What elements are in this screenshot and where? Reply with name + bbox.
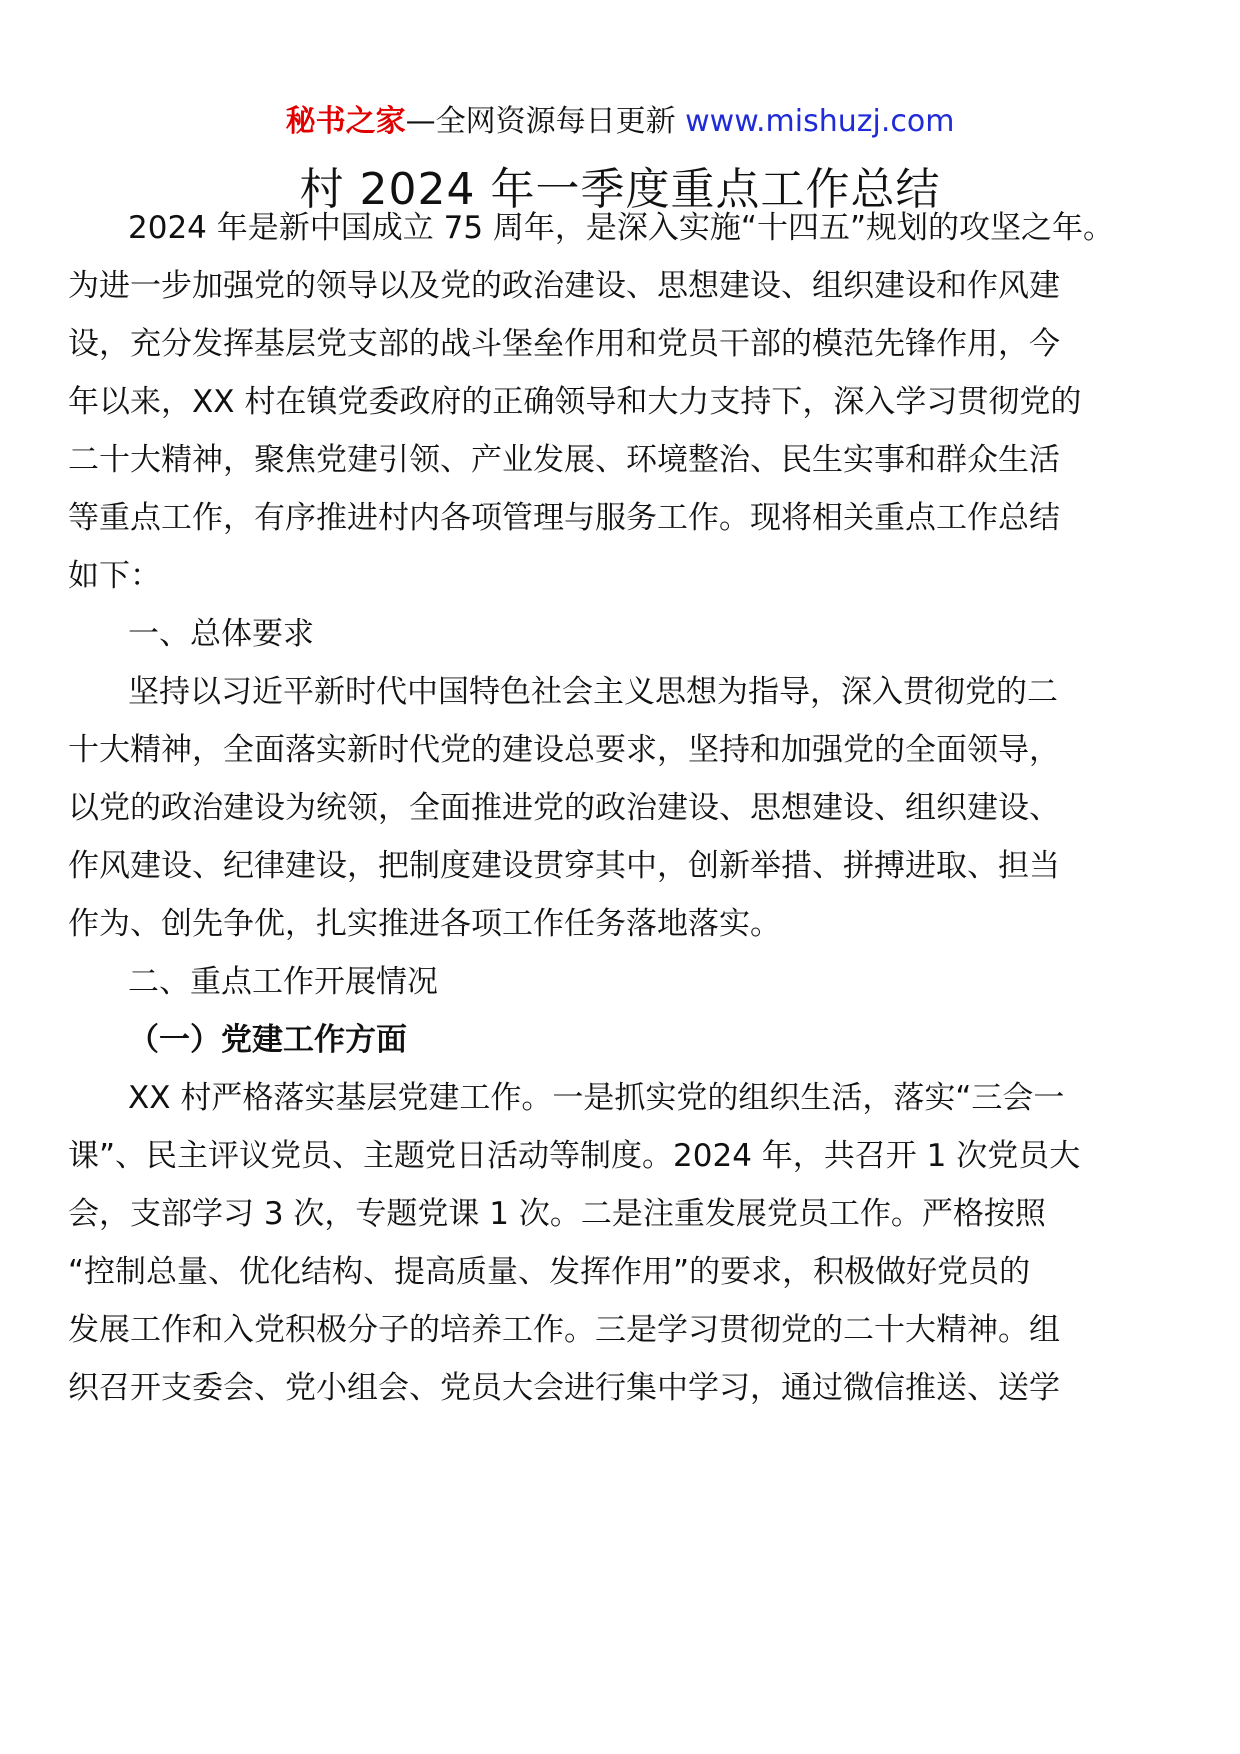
paragraph-line: XX 村严格落实基层党建工作。一是抓实党的组织生活，落实“三会一 xyxy=(128,1080,1065,1116)
site-url-link[interactable]: www.mishuzj.com xyxy=(685,104,955,139)
paragraph-line: 发展工作和入党积极分子的培养工作。三是学习贯彻党的二十大精神。组 xyxy=(68,1312,1060,1348)
paragraph-line: 课”、民主评议党员、主题党日活动等制度。2024 年，共召开 1 次党员大 xyxy=(68,1138,1081,1174)
paragraph-line: 为进一步加强党的领导以及党的政治建设、思想建设、组织建设和作风建 xyxy=(68,268,1060,304)
header-slogan: —全网资源每日更新 xyxy=(405,104,686,139)
section-heading: 一、总体要求 xyxy=(128,616,314,652)
paragraph-line: 如下： xyxy=(68,558,161,594)
paragraph-line: 2024 年是新中国成立 75 周年，是深入实施“十四五”规划的攻坚之年。 xyxy=(128,210,1115,246)
brand-name: 秘书之家 xyxy=(285,104,406,139)
paragraph-line: 作为、创先争优，扎实推进各项工作任务落地落实。 xyxy=(68,906,781,942)
paragraph-line: 设，充分发挥基层党支部的战斗堡垒作用和党员干部的模范先锋作用，今 xyxy=(68,326,1060,362)
paragraph-line: 作风建设、纪律建设，把制度建设贯穿其中，创新举措、拼搏进取、担当 xyxy=(68,848,1060,884)
paragraph-line: 二十大精神，聚焦党建引领、产业发展、环境整治、民生实事和群众生活 xyxy=(68,442,1060,478)
paragraph-line: 十大精神，全面落实新时代党的建设总要求，坚持和加强党的全面领导， xyxy=(68,732,1060,768)
paragraph-line: 等重点工作，有序推进村内各项管理与服务工作。现将相关重点工作总结 xyxy=(68,500,1060,536)
site-header xyxy=(0,102,1240,142)
paragraph-line: 年以来，XX 村在镇党委政府的正确领导和大力支持下，深入学习贯彻党的 xyxy=(68,384,1082,420)
paragraph-line: “控制总量、优化结构、提高质量、发挥作用”的要求，积极做好党员的 xyxy=(68,1254,1031,1290)
section-heading: 二、重点工作开展情况 xyxy=(128,964,438,1000)
paragraph-line: 以党的政治建设为统领，全面推进党的政治建设、思想建设、组织建设、 xyxy=(68,790,1060,826)
paragraph-line: 坚持以习近平新时代中国特色社会主义思想为指导，深入贯彻党的二 xyxy=(128,674,1058,710)
document-title: 村 2024 年一季度重点工作总结 xyxy=(299,164,941,215)
paragraph-line: 织召开支委会、党小组会、党员大会进行集中学习，通过微信推送、送学 xyxy=(68,1370,1060,1406)
subsection-heading: （一）党建工作方面 xyxy=(128,1022,407,1058)
paragraph-line: 会，支部学习 3 次，专题党课 1 次。二是注重发展党员工作。严格按照 xyxy=(68,1196,1046,1232)
